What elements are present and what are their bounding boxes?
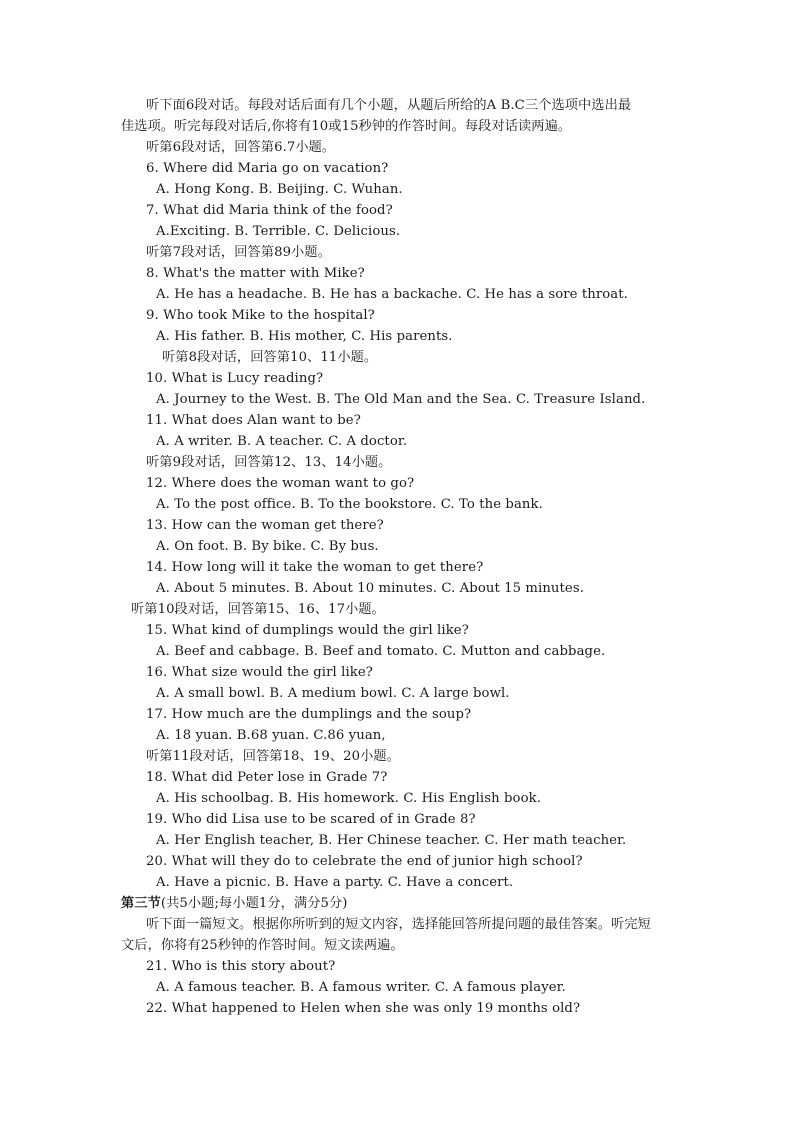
text-line: 听第10段对话，回答第15、16、17小题。 — [131, 602, 385, 617]
text-line: A. Beef and cabbage. B. Beef and tomato. C. Mutton and cabbage. — [156, 644, 606, 659]
text-line: 15. What kind of dumplings would the girl like? — [146, 623, 469, 638]
text-line: 16. What size would the girl like? — [146, 665, 373, 680]
text-line: A. To the post office. B. To the bookstore. C. To the bank. — [156, 497, 543, 512]
text-line: A. His father. B. His mother, C. His parents. — [156, 329, 453, 344]
text-line: A. A famous teacher. B. A famous writer. C. A famous player. — [156, 980, 566, 995]
text-line: A. Journey to the West. B. The Old Man and the Sea. C. Treasure Island. — [156, 392, 646, 407]
text-line: 22. What happened to Helen when she was only 19 months old? — [146, 1001, 581, 1016]
text-line: 10. What is Lucy reading? — [146, 371, 324, 386]
text-line: 11. What does Alan want to be? — [146, 413, 361, 428]
text-line: A. 18 yuan. B.68 yuan. C.86 yuan, — [156, 728, 386, 743]
text-line: 18. What did Peter lose in Grade 7? — [146, 770, 388, 785]
text-line: A. His schoolbag. B. His homework. C. His English book. — [156, 791, 541, 806]
text-line: 20. What will they do to celebrate the end of junior high school? — [146, 854, 583, 869]
text-line — [0, 893, 800, 914]
text-line: 6. Where did Maria go on vacation? — [146, 161, 389, 176]
text-line: 9. Who took Mike to the hospital? — [146, 308, 375, 323]
text-line: 19. Who did Lisa use to be scared of in Grade 8? — [146, 812, 476, 827]
document-body — [0, 95, 800, 1019]
text-line: 听第7段对话，回答第89小题。 — [146, 245, 331, 260]
text-line: 佳选项。听完每段对话后,你将有10或15秒钟的作答时间。每段对话读两遍。 — [121, 119, 572, 134]
text-line: 12. Where does the woman want to go? — [146, 476, 415, 491]
text-line: 听第9段对话，回答第12、13、14小题。 — [146, 455, 392, 470]
text-line: A. On foot. B. By bike. C. By bus. — [156, 539, 379, 554]
text-line: 7. What did Maria think of the food? — [146, 203, 393, 218]
text-line: A. A small bowl. B. A medium bowl. C. A large bowl. — [156, 686, 510, 701]
text-line: 听第6段对话，回答第6.7小题。 — [146, 140, 336, 155]
text-line: 13. How can the woman get there? — [146, 518, 384, 533]
section-heading-detail: (共5小题;每小题1分，满分5分) — [160, 896, 348, 911]
text-line: 听下面6段对话。每段对话后面有几个小题，从题后所给的A B.C三个选项中选出最 — [146, 98, 632, 113]
text-line: A. He has a headache. B. He has a backache. C. He has a sore throat. — [156, 287, 628, 302]
text-line: A.Exciting. B. Terrible. C. Delicious. — [156, 224, 401, 239]
text-line: 21. Who is this story about? — [146, 959, 336, 974]
text-line: 听第8段对话，回答第10、11小题。 — [162, 350, 378, 365]
text-line: 文后，你将有25秒钟的作答时间。短文读两遍。 — [121, 938, 404, 953]
text-line: A. Her English teacher, B. Her Chinese teacher. C. Her math teacher. — [156, 833, 627, 848]
text-line: 17. How much are the dumplings and the soup? — [146, 707, 472, 722]
text-line: A. Hong Kong. B. Beijing. C. Wuhan. — [156, 182, 403, 197]
text-line: A. About 5 minutes. B. About 10 minutes. C. About 15 minutes. — [156, 581, 584, 596]
section-heading: 第三节 — [121, 896, 161, 911]
text-line: 14. How long will it take the woman to get there? — [146, 560, 484, 575]
text-line: A. Have a picnic. B. Have a party. C. Have a concert. — [156, 875, 514, 890]
text-line: 8. What's the matter with Mike? — [146, 266, 365, 281]
text-line: A. A writer. B. A teacher. C. A doctor. — [156, 434, 408, 449]
text-line: 听下面一篇短文。根据你所听到的短文内容，选择能回答所提问题的最佳答案。听完短 — [146, 917, 651, 932]
text-line: 听第11段对话，回答第18、19、20小题。 — [146, 749, 400, 764]
